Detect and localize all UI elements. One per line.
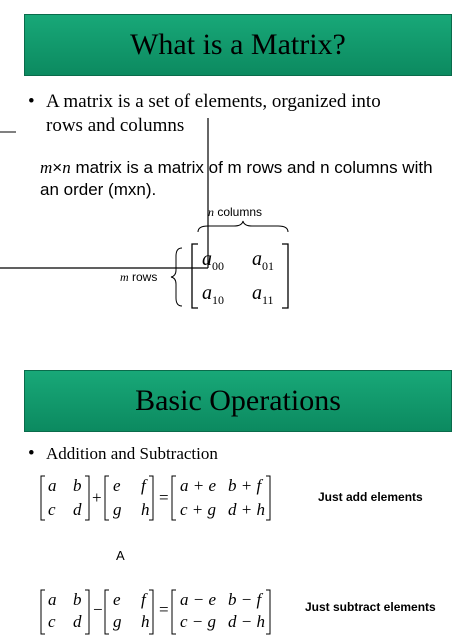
add-r-cg: c + g — [180, 500, 217, 519]
sub-m2-f: f — [141, 590, 146, 609]
add-m1-d: d — [73, 500, 82, 519]
slide2-bullet-text: Addition and Subtraction — [46, 444, 218, 463]
sub-m1-b: b — [73, 590, 82, 609]
def-rest: matrix is a matrix of m rows and n columns with — [70, 158, 433, 177]
matrix-a10: $a_{10}$ — [202, 282, 224, 307]
m-label: m — [120, 270, 129, 284]
add-r-bf: b + f — [228, 476, 262, 495]
matrix-a11: $a_{11}$ — [252, 282, 274, 307]
def-times: × — [52, 158, 63, 177]
bullet-line2: rows and columns — [46, 115, 185, 136]
add-m2-g: g — [113, 500, 122, 519]
add-r-dh: d + h — [228, 500, 265, 519]
columns-brace-icon — [196, 220, 290, 234]
add-m1-a: a — [48, 476, 57, 495]
m-rows-label — [120, 270, 157, 285]
sub-r-cg: c − g — [180, 612, 217, 631]
bullet-line1: A matrix is a set of elements, organized into — [46, 91, 381, 112]
sub-m2-e: e — [113, 590, 121, 609]
sub-note: Just subtract elements — [305, 600, 436, 614]
bullet-dot: • — [28, 443, 35, 464]
def-m: m — [40, 158, 53, 177]
slide2-title: Basic Operations — [135, 384, 341, 417]
sub-r-ae: a − e — [180, 590, 217, 609]
add-m2-f: f — [141, 476, 146, 495]
sub-equals: = — [159, 600, 169, 619]
sub-r-bf: b − f — [228, 590, 262, 609]
add-equals: = — [159, 488, 169, 507]
rows-label: rows — [128, 270, 158, 284]
bullet-dot: • — [28, 91, 35, 112]
sub-m2-g: g — [113, 612, 122, 631]
n-columns-label — [208, 205, 262, 220]
sub-m2-h: h — [141, 612, 150, 631]
sub-r-dh: d − h — [228, 612, 265, 631]
n-label: n — [208, 205, 214, 219]
sub-operator: − — [93, 600, 103, 619]
add-note: Just add elements — [318, 490, 423, 504]
stray-label: A — [116, 548, 125, 563]
matrix-a00: $a_{00}$ — [202, 248, 224, 273]
sub-m1-d: d — [73, 612, 82, 631]
add-r-ae: a + e — [180, 476, 217, 495]
rows-brace-icon — [170, 246, 184, 308]
definition-line1 — [40, 158, 433, 178]
def-n: n — [62, 158, 71, 177]
add-m1-b: b — [73, 476, 82, 495]
slide2-title-banner — [24, 370, 452, 432]
add-m1-c: c — [48, 500, 56, 519]
add-m2-e: e — [113, 476, 121, 495]
matrix-a01: $a_{01}$ — [252, 248, 274, 273]
add-m2-h: h — [141, 500, 150, 519]
columns-label: columns — [214, 205, 263, 219]
sub-m1-c: c — [48, 612, 56, 631]
sub-m1-a: a — [48, 590, 57, 609]
slide1-title: What is a Matrix? — [130, 28, 346, 61]
definition-line2: an order (mxn). — [40, 180, 157, 199]
add-operator: + — [92, 488, 102, 507]
